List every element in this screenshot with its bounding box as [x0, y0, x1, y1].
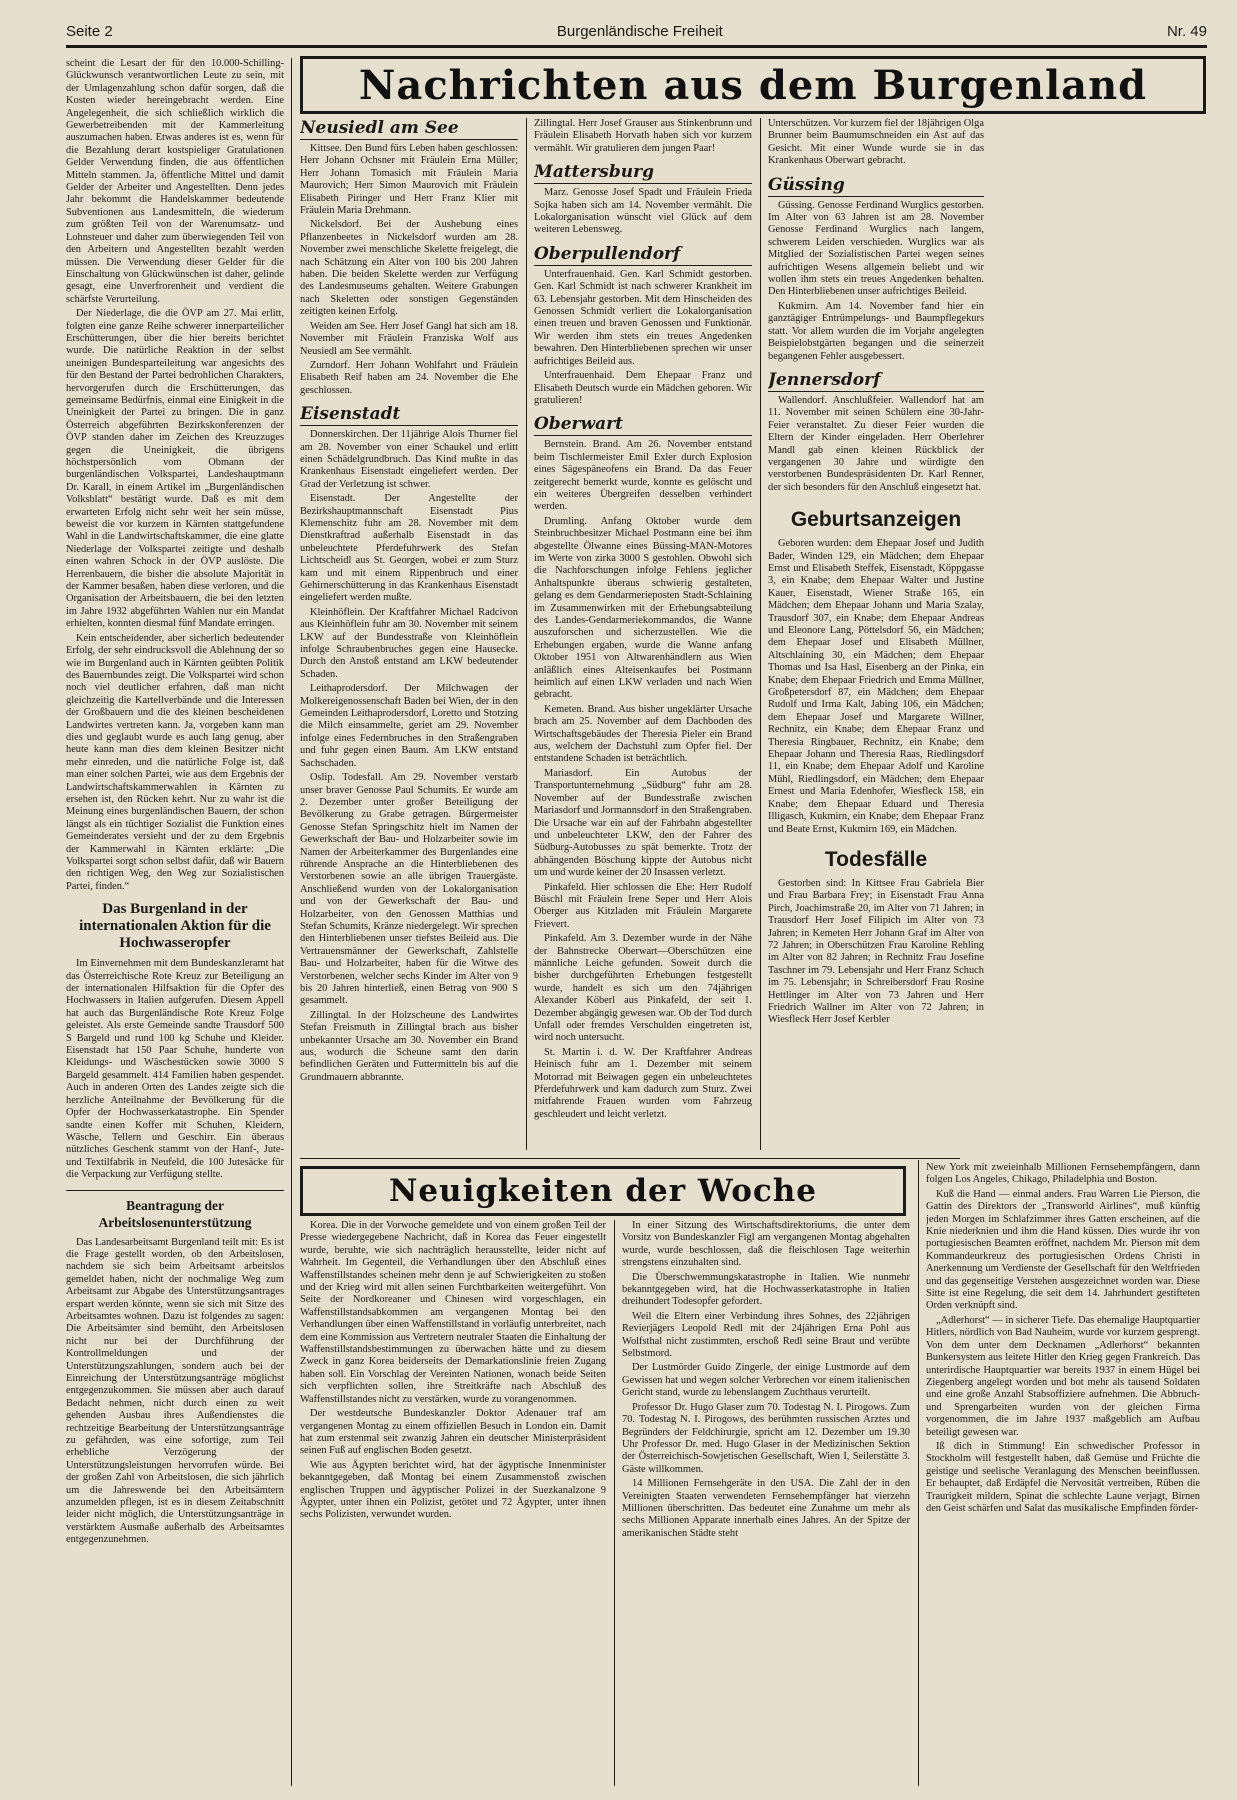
district-heading: Jennersdorf [768, 370, 984, 392]
news-item: Unterfrauenhaid. Dem Ehepaar Franz und Elisabeth Deutsch wurde ein Mädchen geboren. Wir gratulieren! [534, 370, 752, 406]
article-text: Kein entscheidender, aber sicherlich bedeutender Erfolg, der sehr eindrucksvoll die Ablehnung der so wie im Burgenland auch in Kärnten geübten Politik des Bauernbundes zeigt. Die Volkspartei wird schon noch viel deutlicher erfahren, daß man nicht gleichzeitig die Kartellverbände und die Interessen der Großbauern und die des kleinen bescheidenen Landwirtes vertreten kann. Ja, vorgeben kann man dies und geglaubt wurde es auch lang genug, aber heute kann man dies dem kleinen Besitzer nicht mehr einreden, und die natürliche Folge ist, daß man einer solchen Partei, wie aus dem Ergebnis der Landwirtschaftskammerwahlen in Kärnten zu ersehen ist, den Rücken kehrt. Nur zu wahr ist die Meinung eines burgenländischen Bauern, der schon längst als ein tüchtiger Sozialist die Funktion eines Gemeinderates versieht und der zu dem Ergebnis der Kammerwahl in Kärnten erklärte: „Die Volkspartei sorgt schon selbst dafür, daß wir Bauern den richtigen Weg, den Weg zur Sozialistischen Partei, finden.“ [66, 632, 284, 892]
column-week-3 [926, 1162, 1200, 1786]
issue-number: Nr. 49 [1166, 22, 1207, 40]
news-item: Unterfrauenhaid. Gen. Karl Schmidt gestorben. Gen. Karl Schmidt ist nach schwerer Krankheit im 63. Lebensjahr gestorben. Mit dem Hinscheiden des Genossen Schmidt verliert die Lokalorganisation einen treuen und braven Genossen und Funktionär. Wir werden ihm stets ein treues Angedenken bewahren. Den Hinterbliebenen sprechen wir unser aufrichtiges Beileid aus. [534, 268, 752, 367]
news-item: Marz. Genosse Josef Spadt und Fräulein Frieda Sojka haben sich am 14. November vermählt. Die Lokalorganisation wünscht viel Glück auf dem weiteren Lebensweg. [534, 187, 752, 236]
column-divider [526, 118, 527, 1150]
news-item: „Adlerhorst“ — in sicherer Tiefe. Das ehemalige Hauptquartier Hitlers, nördlich von Bad Nauheim, wurde vor kurzem gesprengt. Von dem unter dem Decknamen „Adlerhorst“ bekannten Bunkersystem aus leitete Hitler den Krieg gegen Frankreich. Das unterirdische Hauptquartier war bereits 1937 in einem Hügel bei Ziegenberg angelegt worden und bot mehr als tausend Soldaten und eine große Anzahl Stabsoffiziere aufnehmen. Die Abbruch- und Sprengarbeiten wurden von der gleichen Firma vorgenommen, die im Jahre 1937 maßgeblich am Aufbau beteiligt gewesen war. [926, 1314, 1200, 1438]
news-item: Zillingtal. Herr Josef Grauser aus Stinkenbrunn und Fräulein Elisabeth Horvath haben sich vor kurzem vermählt. Wir gratulieren dem jungen Paar! [534, 118, 752, 154]
news-item: New York mit zweieinhalb Millionen Fernsehempfängern, dann folgen Los Angeles, Chikago, Philadelphia und Boston. [926, 1162, 1200, 1186]
news-item: Pinkafeld. Am 3. Dezember wurde in der Nähe der Bahnstrecke Oberwart—Oberschützen eine männliche Leiche gefunden. Soweit durch die bisher durchgeführten Erhebungen festgestellt wurde, handelt es sich um den 74jährigen Alexander Köberl aus Pinkafeld, der seit 1. Dezember abgängig gewesen war. Ob der Tod durch Unfall oder fremdes Verschulden eingetreten ist, wird noch untersucht. [534, 933, 752, 1044]
article-heading: Das Burgenland in der internationalen Aktion für die Hochwasseropfer [79, 901, 271, 952]
news-item: Oslip. Todesfall. Am 29. November verstarb unser braver Genosse Paul Schumits. Er wurde am 2. Dezember unter großer Beteiligung der Bevölkerung zu Grabe getragen. Bürgermeister Genosse Stefan Springschitz hielt im Namen der Gewerkschaft der Bau- und Holzarbeiter sowie im Namen der Arbeiterkammer des Burgenlandes eine rührende Ansprache an die Hinterbliebenen des Verstorbenen sowie an alle übrigen Trauergäste. Anschließend wurden von der Lokalorganisation und von der Gewerkschaft der Bau- und Holzarbeiter, von den Genossen Matthias und Stefan Schumits, Kränze niedergelegt. Wir sprechen den Hinterbliebenen unser tiefstes Beileid aus. Die Vertrauensmänner der Gewerkschaft, Zahlstelle Bau- und Holzarbeiter, haben für die Witwe des Verstorbenen, welcher sechs Kinder im Alter von 9 bis 20 Jahren hinterließ, einen Betrag von 900 S gesammelt. [300, 772, 518, 1007]
news-item: Güssing. Genosse Ferdinand Wurglics gestorben. Im Alter von 63 Jahren ist am 28. November Genosse Ferdinand Wurglics nach langem, schwerem Leiden verschieden. Wurglics war als Mitglied der Sozialistischen Partei wegen seines aufrichtigen Wesens allgemein beliebt und wir wollen ihm stets ein treues Angedenken behalten. Den Hinterbliebenen unser aufrichtiges Beileid. [768, 199, 984, 298]
news-item: Kittsee. Den Bund fürs Leben haben geschlossen: Herr Johann Ochsner mit Fräulein Erna Müller; Herr Johann Tomasich mit Fräulein Maria Maurovich; Herr Simon Maurovich mit Fräulein Elisabeth Piringer und Herr Franz Klier mit Fräulein Maria Drehmann. [300, 143, 518, 217]
deaths-heading: Todesfälle [824, 847, 928, 871]
news-item: Weil die Eltern einer Verbindung ihres Sohnes, des 22jährigen Revierjägers Leopold Redl mit der 24jährigen Erna Pohl aus Wolfsthal nicht zustimmten, erschoß Redl seine Braut und verübte Selbstmord. [622, 1310, 910, 1360]
news-item: Wie aus Ägypten berichtet wird, hat der ägyptische Innenminister bekanntgegeben, daß Montag bei einem Zusammenstoß zwischen englischen Truppen und ägyptischer Polizei in der Suezkanalzone 9 Ägypter, unter ihnen ein Polizist, getötet und 72 Ägypter, unter ihnen sechs Polizisten, verwundet wurden. [300, 1459, 606, 1521]
article-text: Der Niederlage, die die ÖVP am 27. Mai erlitt, folgten eine ganze Reihe schwerer innerparteilicher Erschütterungen, über die hier bereits berichtet wurde. Die natürliche Reaktion in der selbst uneinigen Bundesparteileitung war angesichts des für den Bestand der Partei bedrohlichen Charakters, hervorgerufen durch die Erschütterungen, das gemeinsame Bedürfnis, einmal eine Einigkeit in die Uneinigkeit der Partei zu bringen. Die in ganz Österreich abgeführten Bezirkskonferenzen der ÖVP standen daher im Zeichen des Kreuzzuges gegen die Uneinigkeit, die übrigens höchstpersönlich vom Obmann der burgenländischen Volkspartei, Landeshauptmann Dr. Karall, in einem Artikel im „Burgenländischen Volksblatt“ bestätigt wurde. Daß es mit dem erwarteten Erfolg nicht sehr weit her sein müsse, beweist die vor kurzem in Kärnten stattgefundene Wahl in die Landwirtschaftskammer, die eine glatte Niederlage der Volkspartei zeitigte und deshalb einen wahren Schock in der ÖVP auslöste. Die Herrenbauern, die bisher die absolute Majorität in der Kammer besaßen, haben diese verloren, und die Organisation der Arbeitsbauern, die bei den letzten im Jahre 1932 abgeführten Wahlen nur ein Mandat erhielten, konnten diesmal fünf Mandate erringen. [66, 308, 284, 630]
district-heading: Neusiedl am See [300, 118, 518, 140]
news-item: Mariasdorf. Ein Autobus der Transportunternehmung „Südburg“ fuhr am 28. November auf der Bundesstraße zwischen Mariasdorf und Jormannsdorf in den Straßengraben. Die Ursache war ein auf der Fahrbahn abgestellter und unbeleuchteter LKW, den der Fahrer des Südburg-Autobusses zu spät bemerkte. Trotz der abhängenden Böschung kippte der Autobus nicht um und wurde keiner der 20 Insassen verletzt. [534, 767, 752, 879]
section-rule [300, 1158, 960, 1159]
news-item: Die Überschwemmungskatastrophe in Italien. Wie nunmehr bekanntgegeben wird, hat die Hochwasserkatastrophe in Italien dreihundert Todesopfer gefordert. [622, 1271, 910, 1308]
column-district-1 [300, 118, 518, 1150]
births-list: Geboren wurden: dem Ehepaar Josef und Judith Bader, Winden 129, ein Mädchen; dem Ehepaar Ernst und Elisabeth Steffek, Eisenstadt, Köppgasse 3, ein Knabe; dem Ehepaar Walter und Justine Kauer, Eisenstadt, Wiener Straße 165, ein Mädchen; dem Ehepaar Johann und Maria Szalay, Trausdorf 307, ein Knabe; dem Ehepaar Andreas und Eleonore Lang, Pöttelsdorf 56, ein Mädchen; dem Ehepaar Josef und Elisabeth Müllner, Altschlaining 30, ein Mädchen; dem Ehepaar Thomas und Isa Hasl, Eisenberg an der Pinka, ein Knabe; dem Ehepaar Friedrich und Emma Müllner, Großpetersdorf 87, ein Mädchen; dem Ehepaar Rudolf und Irma Kalt, Jabing 106, ein Mädchen; dem Ehepaar Josef und Margarete Willner, Rechnitz, ein Knabe; dem Ehepaar Franz und Theresia Ringbauer, Rechnitz, ein Knabe; dem Ehepaar Johann und Theresia Raas, Riedlingsdorf 11, ein Knabe; dem Ehepaar Adolf und Karoline Mühl, Riedlingsdorf, ein Mädchen; dem Ehepaar Ernest und Maria Edenhofer, Wiesfleck 158, ein Knabe; dem Ehepaar Eduard und Theresia Illigasch, Kukmirn, ein Knabe; dem Ehepaar Franz und Beate Ernst, Kukmirn 169, ein Mädchen. [768, 538, 984, 835]
header-rule [66, 45, 1207, 48]
news-item: Kukmirn. Am 14. November fand hier ein ganztägiger Entrümpelungs- und Baumpflegekurs statt. Vor allem wurden die im Vorjahr angelegten Beispielobstgärten begangen und die seinerzeit begangenen Fehler ausgebessert. [768, 300, 984, 362]
news-item: Wallendorf. Anschlußfeier. Wallendorf hat am 11. November mit seinen Schülern eine 30-Jahr-Feier veranstaltet. Zu dieser Feier wurden die Eltern der Kinder eingeladen. Herr Oberlehrer Mandl gab einen kleinen Rückblick der vergangenen 30 Jahre und würdigte den verstorbenen Bundespräsidenten Dr. Karl Renner, der sich besonders für den Anschluß eingesetzt hat. [768, 394, 984, 493]
article-heading: Beantragung der Arbeitslosenunterstützung [66, 1190, 284, 1231]
news-item: Donnerskirchen. Der 11jährige Alois Thurner fiel am 28. November von einer Schaukel und erlitt einen Schädelgrundbruch. Das Kind mußte in das Krankenhaus Eisenstadt eingeliefert werden. Der Grad der Verletzung ist schwer. [300, 429, 518, 490]
news-item: Eisenstadt. Der Angestellte der Bezirkshauptmannschaft Eisenstadt Pius Klemenschitz fuhr am 28. November mit dem Dienstkraftrad außerhalb Eisenstadt in das unbeleuchtete Pferdefuhrwerk des Stefan Lichtscheidl aus St. Georgen, wobei er zum Sturz kam und mit einem Rippenbruch und einer Gehirnerschütterung in das Krankenhaus Eisenstadt eingeliefert werden mußte. [300, 493, 518, 604]
news-item: Kleinhöflein. Der Kraftfahrer Michael Radcivon aus Kleinhöflein fuhr am 30. November mit seinem LKW auf der Bundesstraße von Kleinhöflein infolge Schraubenbruches gegen eine Hausecke. Durch den Anstoß entstand am LKW bedeutender Schaden. [300, 606, 518, 680]
news-item: Zillingtal. In der Holzscheune des Landwirtes Stefan Freismuth in Zillingtal brach aus bisher unbekannter Ursache am 30. November ein Brand aus, wodurch die Scheune samt den darin befindlichen Geräten und Futtermitteln bis auf die Grundmauern abbrannte. [300, 1009, 518, 1083]
news-item: Weiden am See. Herr Josef Gangl hat sich am 18. November mit Fräulein Franziska Wolf aus Neusiedl am See vermählt. [300, 320, 518, 357]
news-item: Der westdeutsche Bundeskanzler Doktor Adenauer traf am vergangenen Montag zu einem offiziellen Besuch in London ein. Damit hat zum erstenmal seit zwanzig Jahren ein deutscher Ministerpräsident seinen Fuß auf englischen Boden gesetzt. [300, 1408, 606, 1457]
district-heading: Eisenstadt [300, 404, 518, 426]
column-divider [291, 58, 292, 1786]
news-item: Zurndorf. Herr Johann Wohlfahrt und Fräulein Elisabeth Reif haben am 24. November die Ehe geschlossen. [300, 359, 518, 396]
news-item: St. Martin i. d. W. Der Kraftfahrer Andreas Heinisch fuhr am 1. Dezember mit seinem Motorrad mit Beiwagen gegen ein unbeleuchtetes Pferdefuhrwerk und kam dadurch zum Sturz. Zwei mitfahrende Frauen wurden vom Fahrzeug geschleudert und leicht verletzt. [534, 1046, 752, 1120]
news-item: Kuß die Hand — einmal anders. Frau Warren Lie Pierson, die Gattin des Direktors der „Transworld Airlines“, muß künftig jeden Morgen im Schlafzimmer ihres Gatten erscheinen, auf die Knie niederknien und ihm die Hand küssen. Dies wurde ihr von portugiesischen Beamten eröffnet, nachdem Mr. Pierson mit dem Kommandeurkreuz des portugiesischen Ordens Christi in Anerkennung um Verdienste der Gesellschaft für den Weltfrieden und das gegenseitige Verstehen ausgezeichnet worden war. Diese Sitte ist eine Regelung, die seit dem 14. Jahrhundert gestifteten Orden verknüpft sind. [926, 1188, 1200, 1312]
news-item: Iß dich in Stimmung! Ein schwedischer Professor in Stockholm will festgestellt haben, daß Gemüse und Früchte die geistige und seelische Veranlagung des Menschen beeinflussen. Er behauptet, daß Erdäpfel die Nervosität vertreiben, Rüben die Traurigkeit mildern, Spinat die schlechte Laune verjagt, Birnen den Geist schärfen und Salat das musikalische Empfinden förder- [926, 1440, 1200, 1514]
district-heading: Oberwart [534, 414, 752, 436]
paper-title: Burgenländische Freiheit [556, 22, 723, 40]
news-item: Der Lustmörder Guido Zingerle, der einige Lustmorde auf dem Gewissen hat und wegen solcher Verbrechen vor einem italienischen Gericht stand, wurde zu lebenslangem Zuchthaus verurteilt. [622, 1362, 910, 1399]
district-heading: Güssing [768, 175, 984, 197]
news-item: Drumling. Anfang Oktober wurde dem Steinbruchbesitzer Michael Postmann eine bei ihm abgestellte Ölwanne eines Büssing-MAN-Motores im Werte von zirka 3000 S gestohlen. Obwohl sich die Nachforschungen infolge Fehlens jeglicher Anhaltspunkte überaus schwierig gestalteten, gelang es dem Gendarmerieposten Stadt-Schlaining im Zusammenwirken mit der Erhebungsabteilung des Landes-Gendarmeriekommandos, die Wanne auszuforschen und sicherzustellen. Wie die Erhebungen ergaben, wurde die Wanne anfang Oktober 1951 von Altwarenhändlern aus Wien anläßlich eines Alteisenkaufes bei Postmann heimlich auf einen LKW verladen und nach Wien gebracht. [534, 515, 752, 701]
column-district-2 [534, 118, 752, 1150]
article-text: Das Landesarbeitsamt Burgenland teilt mit: Es ist die Frage gestellt worden, ob den Arbeitslosen, nachdem sie sich beim Arbeitsamt arbeitslos gemeldet haben, nicht der nochmalige Weg zum Arbeitsamt zur Abgabe des Unterstützungsantrages erspart werden könnte, wenn sie sich mit Sitze des Arbeitsamtes wohnen. Dazu ist folgendes zu sagen: Die Arbeitsämter sind bemüht, den Arbeitslosen nicht nur bei der Durchführung der Kontrollmeldungen und der Unterstützungszahlungen, sondern auch bei der Einreichung der Unterstützungsanträge möglichst entgegenzukommen. Sie müssen aber auch darauf Bedacht nehmen, nicht durch einen zu weit gehenden Ausbau ihres Außendienstes die rechtzeitige Bearbeitung der Unterstützungsanträge zu gefährden, was eine sofortige, zum Teil erhebliche Verzögerung der Unterstützungsleistungen hervorrufen würde. Bei der großen Zahl von Arbeitslosen, die sich jährlich um die Jahreswende bei den Arbeitsämtern anzumelden pflegen, ist es in diesem Zeitabschnitt leider nicht möglich, die Unterstützungsanträge in verstärktem Ausmaße außerhalb des Arbeitsamtes entgegenzunehmen. [66, 1236, 284, 1546]
news-item: In einer Sitzung des Wirtschaftsdirektoriums, die unter dem Vorsitz von Bundeskanzler Figl am vergangenen Montag abgehalten wurde, wurde beschlossen, daß die fleischlosen Tage weiterhin strengstens einzuhalten sind. [622, 1220, 910, 1269]
news-item: Nickelsdorf. Bei der Aushebung eines Pflanzenbeetes in Nickelsdorf wurden am 28. November zwei menschliche Skelette freigelegt, die nach Schätzung ein Alter von 100 bis 200 Jahren haben. Die beiden Skelette werden zur Verfügung des Landesmuseums gehalten. Weitere Grabungen nach Skeletten oder sonstigen Gegenständen zeitigten keinen Erfolg. [300, 219, 518, 318]
column-divider [760, 118, 761, 1150]
page-header [66, 18, 1207, 44]
column-week-2 [622, 1220, 910, 1786]
column-divider [614, 1220, 615, 1786]
news-item: Korea. Die in der Vorwoche gemeldete und von einem großen Teil der Presse wiedergegebene Nachricht, daß in Korea das Feuer eingestellt wurde, beruhte, wie sich nachträglich herausstellte, leider nicht auf Wahrheit. Im Gegenteil, die Verhandlungen über den Abschluß eines Waffenstillstandes scheinen mehr denn je auf Schwierigkeiten zu stoßen und der Krieg wird mit allen seinen Furchtbarkeiten weitergeführt. Von Seite der Nordkoreaner und Chinesen wird vorgeschlagen, ein Waffenstillstandsabkommen am vergangenen Montag bei den Verhandlungen über einen Waffenstillstand in vorläufig unterbreitet, nach dem eine Kommission aus Vertretern neutraler Staaten die Einhaltung der Waffenstillstandsbestimmungen zu überwachen hätte und zu diesem Zweck in ganz Korea beiderseits der Demarkationslinie freien Zugang haben soll. Ein Vorschlag der Vereinten Nationen, wonach beide Seiten sich verpflichten sollen, ihre Streitkräfte nach Abschluß des Waffenstillstandes nicht zu verstärken, wurde zu vorangenommen. [300, 1220, 606, 1405]
news-item: Kemeten. Brand. Aus bisher ungeklärter Ursache brach am 25. November auf dem Dachboden des Wirtschaftsgebäudes der Theresia Pieler ein Brand aus, welchem der Dachstuhl zum Opfer fiel. Der entstandene Schaden ist beträchtlich. [534, 703, 752, 765]
district-heading: Oberpullendorf [534, 244, 752, 266]
news-item: Unterschützen. Vor kurzem fiel der 18jährigen Olga Brunner beim Baumumschneiden ein Ast auf das Gesicht. Mit einer Wunde wurde sie in das Krankenhaus Oberwart gebracht. [768, 118, 984, 167]
column-district-3 [768, 118, 1200, 1150]
article-text: scheint die Lesart der für den 10.000-Schilling-Glückwunsch verantwortlichen Leute zu sein, mit der Umlagenzahlung schon dafür sorgen, daß die Kosten wieder hereingebracht werden. Eine Angelegenheit, die sich schließlich wirklich die Gewerbetreibenden mit der Kammerleitung auszumachen haben. Etwas anderes ist es, wenn für die Bezahlung derart kostspieliger Gratulationen Gelder Verwendung finden, die aus öffentlichen Mitteln stammen. Ja, öffentliche Mittel und damit Gelder der Arbeiter und Angestellten. Denn jedes Jahr bekommt die Handelskammer bedeutende Subventionen aus Landesmitteln, die wiederum zum größten Teil von der Warenumsatz- und Lohnsteuer und daher zum überwiegenden Teil von den Arbeitern und Angestellten bezahlt werden müssen. Die Verwendung dieser Gelder für die Einschaltung von Glückwünschen ist daher, gelinde gesagt, eine Unverfrorenheit und verdient die schärfste Verurteilung. [66, 58, 284, 305]
deaths-list: Gestorben sind: In Kittsee Frau Gabriela Bier und Frau Barbara Frey; in Eisenstadt Frau Anna Pirch, Joachimstraße 20, im Alter von 71 Jahren; in Trausdorf Herr Josef Filipich im Alter von 73 Jahren; in Kemeten Herr Johann Graf im Alter von 72 Jahren; in Oberschützen Frau Karoline Rehling im Alter von 82 Jahren; in Rechnitz Frau Josefine Taschner im 79. Lebensjahr und Herr Franz Schuch im 75. Lebensjahr; in Schreibersdorf Frau Rosine Hettlinger im Alter von 73 Jahren und Herr Friedrich Wallner im Alter von 72 Jahren; in Wiesfleck Herr Josef Kerbler [768, 877, 984, 1026]
page-number: Seite 2 [66, 22, 113, 40]
section-banner: Neuigkeiten der Woche [300, 1166, 906, 1216]
column-inner [768, 118, 984, 1150]
column-divider [918, 1160, 919, 1786]
district-heading: Mattersburg [534, 162, 752, 184]
births-heading: Geburtsanzeigen [790, 508, 962, 532]
column-left [66, 58, 284, 1786]
article-text: Im Einvernehmen mit dem Bundeskanzleramt hat das Österreichische Rote Kreuz zur Beteiligung an der internationalen Hilfsaktion für die Opfer des Hochwassers in Italien aufgerufen. Diesem Appell hat auch das Burgenländische Rote Kreuz Folge geleistet. Als erste Gemeinde sandte Trausdorf 500 S Bargeld und rund 100 kg Schuhe und Kleider. Eisenstadt hat 150 Paar Schuhe, hunderte von Kleidungs- und Wäschestücken sowie 3000 S Bargeld gesammelt. 414 Familien haben gespendet. Auch in anderen Orten des Landes zeigte sich die herzliche Anteilnahme der Bevölkerung für die Opfer der Hochwasserkatastrophe. Ein Spender sandte einen Koffer mit Schuhen, Kleidern, Wäsche, Tellern und Geschirr. Ein überaus nützliches Geschenk stammt von der Hanf-, Jute- und Textilfabrik in Neufeld, die 100 Jutesäcke für die Verpackung zur Verfügung stellte. [66, 958, 284, 1181]
news-item: Pinkafeld. Hier schlossen die Ehe: Herr Rudolf Büschl mit Fräulein Irene Seper und Herr Alois Oberger aus Kitzladen mit Fräulein Margarete Frievert. [534, 881, 752, 930]
section-banner: Nachrichten aus dem Burgenland [300, 56, 1206, 114]
news-item: Professor Dr. Hugo Glaser zum 70. Todestag N. I. Pirogows. Zum 70. Todestag N. I. Pirogows, des berühmten russischen Arztes und Begründers der Feldchirurgie, spricht am 12. Dezember um 19.30 Uhr Professor Dr. med. Hugo Glaser in der Medizinischen Sektion der Österreichisch-Sowjetischen Gesellschaft, Wien I, Seilerstätte 3. Gäste willkommen. [622, 1401, 910, 1475]
news-item: Bernstein. Brand. Am 26. November entstand beim Tischlermeister Emil Exler durch Explosion eines Sägespäneofens ein Brand. Da das Feuer zeitgerecht bemerkt wurde, konnte es gelöscht und ein weiteres Übergreifen desselben verhindert werden. [534, 439, 752, 513]
news-item: 14 Millionen Fernsehgeräte in den USA. Die Zahl der in den Vereinigten Staaten verwendeten Fernsehempfänger hat vierzehn Millionen überschritten. Das bedeutet eine Zunahme um mehr als sechs Millionen Apparate innerhalb eines Jahres. An der Spitze der amerikanischen Städte steht [622, 1478, 910, 1539]
news-item: Leithaprodersdorf. Der Milchwagen der Molkereigenossenschaft Baden bei Wien, der in den Gemeinden Leithaprodersdorf, Loretto und Stotzing die Milch einsammelte, geriet am 29. November infolge eines Federnbruches in den Straßengraben und fuhr gegen einen Baum. Am LKW entstand Sachschaden. [300, 683, 518, 769]
column-week-1 [300, 1220, 606, 1786]
